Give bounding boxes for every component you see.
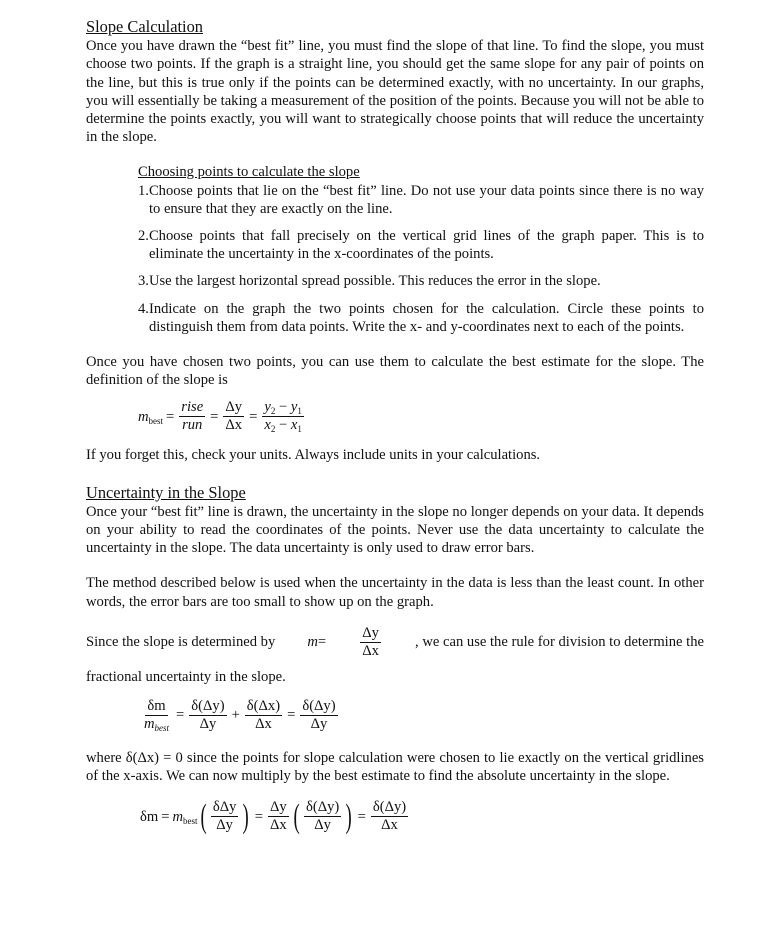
section-heading-uncertainty: Uncertainty in the Slope [86,482,246,502]
list-item-text: Choose points that fall precisely on the vertical grid lines of the graph paper. This is to eliminate the uncertainty in the x-coordinates of the points. [148,228,704,263]
after-choice-paragraph: Once you have chosen two points, you can use them to calculate the best estimate for the slope. The definition of the slope is [86,354,704,389]
division-rule-line: Since the slope is determined by m= $\frac{\Delta y}{\Delta x}$ , we can use the rule for division to determine the [86,624,704,659]
list-item-number: 3. [138,273,149,290]
slope-definition-equation: $m_{best}$ = $\frac{\text{rise}}{\text{run}}$ = $\frac{\Delta y}{\Delta x}$ = $\frac{y_2 - y_1}{x_2 - x_1}$ [138,399,302,435]
list-item-number: 2. [138,228,149,245]
uncertainty-paragraph-4: where δ(Δx) = 0 since the points for slope calculation were chosen to lie exactly on the vertical gridlines of the x-axis. We can now multiply by the best estimate to find the absolute uncertainty in the slope. [86,750,704,785]
list-item [138,182,704,218]
fractional-uncertainty-equation: $\frac{\delta m}{m_{best}}$ = $\frac{\delta(\Delta y)}{\Delta y}$ + $\frac{\delta(\Delta x)}{\Delta x}$ = $\frac{\delta(\Delta y)}{\Delta y}$ [144,698,336,734]
list-item-text: Indicate on the graph the two points chosen for the calculation. Circle these points to distinguish them from data points. Write the x- and y-coordinates next to each of the points. [148,300,704,335]
choosing-points-section [138,163,704,336]
division-rule-line-2: fractional uncertainty in the slope. [86,668,286,685]
uncertainty-paragraph-1: Once your “best fit” line is drawn, the uncertainty in the slope no longer depends on your data. It depends on your ability to read the coordinates of the points. Never use the data uncertainty to calculate the uncertainty in the slope. The data uncertainty is only used to draw error bars. [86,503,704,557]
absolute-uncertainty-equation: δm = $m_{best}$ ( $\frac{\text{δΔy}}{\Delta y}$ ) = $\frac{\Delta y}{\Delta x}$ ( $\frac{\delta(\Delta y)}{\Delta y}$ ) = $\frac{\delta(\Delta y)}{\Delta x}$ [140,797,407,835]
list-item [138,300,704,336]
document-page [86,17,704,834]
units-note: If you forget this, check your units. Always include units in your calculations. [86,447,541,464]
list-item-text: Choose points that lie on the “best fit” line. Do not use your data points since there is no way to ensure that they are exactly on the line. [148,182,704,217]
list-item-text: Use the largest horizontal spread possible. This reduces the error in the slope. [148,273,601,290]
subheading-choosing-points: Choosing points to calculate the slope [138,164,360,181]
list-item [138,272,704,290]
section-heading-slope-calculation: Slope Calculation [86,17,203,36]
list-item-number: 4. [138,300,149,317]
list-item [138,227,704,263]
intro-paragraph: Once you have drawn the “best fit” line, you must find the slope of that line. To find the slope, you must choose two points. If the graph is a straight line, you should get the same slope for any pair of points on the line, but this is true only if the points can be determined exactly, with no uncertainty. In our graphs, you will essentially be taking a measurement of the position of the points. Because you will not be able to determine the points exactly, you will want to strategically choose points that will reduce the uncertainty in the slope. [86,38,704,146]
list-item-number: 1. [138,182,149,199]
uncertainty-paragraph-2: The method described below is used when the uncertainty in the data is less than the least count. In other words, the error bars are too small to show up on the graph. [86,575,704,610]
